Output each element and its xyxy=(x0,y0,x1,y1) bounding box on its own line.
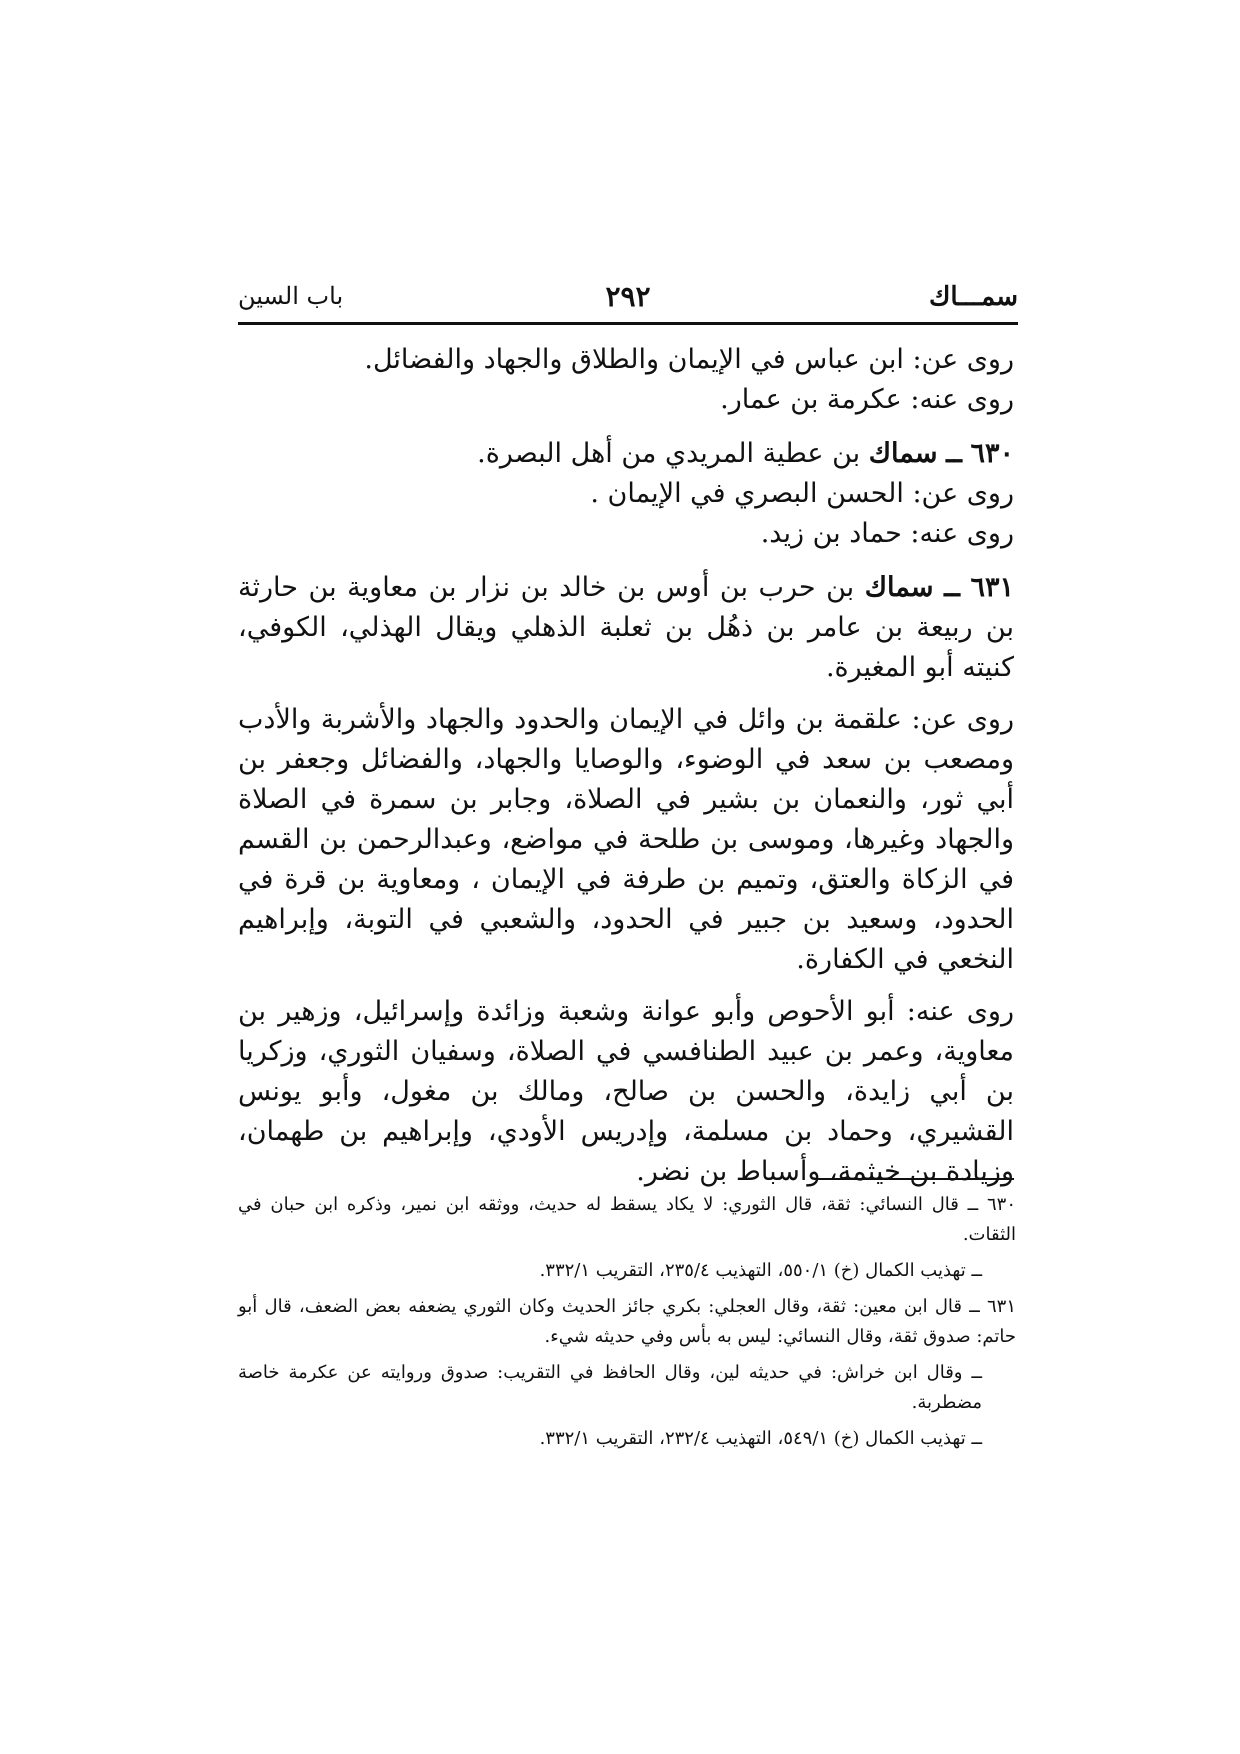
entry-prev-narrated-from: روى عن: ابن عباس في الإيمان والطلاق والجهاد والفضائل. xyxy=(364,344,1014,375)
entry-630-title: ٦٣٠ ــ سماك بن عطية المريدي من أهل البصرة. xyxy=(477,438,1014,469)
entry-630-narrated-from: روى عن: الحسن البصري في الإيمان . xyxy=(590,478,1014,509)
entry-630-number: ٦٣٠ xyxy=(970,438,1014,469)
entry-631-title: ٦٣١ ــ سماك بن حرب بن أوس بن خالد بن نزار بن معاوية بن حارثة بن ربيعة بن عامر بن ذهُل بن ثعلبة الذهلي ويقال الهذلي، الكوفي، كنيته أبو المغيرة. xyxy=(238,572,1014,683)
entry-630-block xyxy=(238,434,1014,554)
footnote-631-sub: ــ وقال ابن خراش: في حديثه لين، وقال الحافظ في التقريب: صدوق وروايته عن عكرمة خاصة مضطربة. xyxy=(238,1362,982,1413)
entry-631-narrated-from: روى عن: علقمة بن وائل في الإيمان والحدود والجهاد والأشربة والأدب ومصعب بن سعد في الوضوء، والوصايا والجهاد، والفضائل وجعفر بن أبي ثور، والنعمان بن بشير في الصلاة، وجابر بن سمرة في الصلاة والجهاد وغيرها، وموسى بن طلحة في مواضع، وعبدالرحمن بن القسم في الزكاة والعتق، وتميم بن طرفة في الإيمان ، ومعاوية بن قرة في الحدود، وسعيد بن جبير في الحدود، والشعبي في التوبة، وإبراهيم النخعي في الكفارة. xyxy=(238,704,1014,975)
header-entry-name: سمـــاك xyxy=(928,282,1018,312)
footnote-631-ref: ــ تهذيب الكمال (خ) ٥٤٩/١، التهذيب ٢٣٢/٤، التقريب ٣٣٢/١. xyxy=(539,1428,982,1449)
header-rule xyxy=(238,322,1018,325)
entry-630-title-rest: بن عطية المريدي من أهل البصرة. xyxy=(477,438,861,469)
page-number: ٢٩٢ xyxy=(605,280,651,313)
entry-prev-narrated-by: روى عنه: عكرمة بن عمار. xyxy=(720,384,1014,415)
entry-630-name: سماك xyxy=(868,438,938,469)
main-text xyxy=(238,340,1014,1204)
footnotes xyxy=(238,1190,1016,1460)
entry-631-number: ٦٣١ xyxy=(970,572,1014,603)
footnote-630-ref: ــ تهذيب الكمال (خ) ٥٥٠/١، التهذيب ٢٣٥/٤، التقريب ٣٣٢/١. xyxy=(539,1260,982,1281)
footnote-630-main: ٦٣٠ ــ قال النسائي: ثقة، قال الثوري: لا يكاد يسقط له حديث، ووثقه ابن نمير، وذكره ابن حبان في الثقات. xyxy=(238,1194,1016,1245)
entry-631-narrated-by: روى عنه: أبو الأحوص وأبو عوانة وشعبة وزائدة وإسرائيل، وزهير بن معاوية، وعمر بن عبيد الطنافسي في الصلاة، وسفيان الثوري، وزكريا بن أبي زايدة، والحسن بن صالح، ومالك بن مغول، وأبو يونس القشيري، وحماد بن مسلمة، وإدريس الأودي، وإبراهيم بن طهمان، وزيادة بن خيثمة، وأسباط بن نضر. xyxy=(238,996,1014,1187)
page-header xyxy=(238,276,1018,324)
header-chapter-title: باب السين xyxy=(238,282,344,310)
entry-630-narrated-by: روى عنه: حماد بن زيد. xyxy=(760,518,1014,549)
entry-631-title-rest: بن حرب بن أوس بن خالد بن نزار بن معاوية بن حارثة بن ربيعة بن عامر بن ذهُل بن ثعلبة الذهلي ويقال الهذلي، الكوفي، كنيته أبو المغيرة. xyxy=(238,572,1014,683)
entry-631-name: سماك xyxy=(864,572,934,603)
footnote-631-main: ٦٣١ ــ قال ابن معين: ثقة، وقال العجلي: بكري جائز الحديث وكان الثوري يضعفه بعض الضعف، قال أبو حاتم: صدوق ثقة، وقال النسائي: ليس به بأس وفي حديثه شيء. xyxy=(238,1296,1016,1347)
entry-prev-block xyxy=(238,340,1014,420)
footnote-rule xyxy=(814,1178,1014,1180)
